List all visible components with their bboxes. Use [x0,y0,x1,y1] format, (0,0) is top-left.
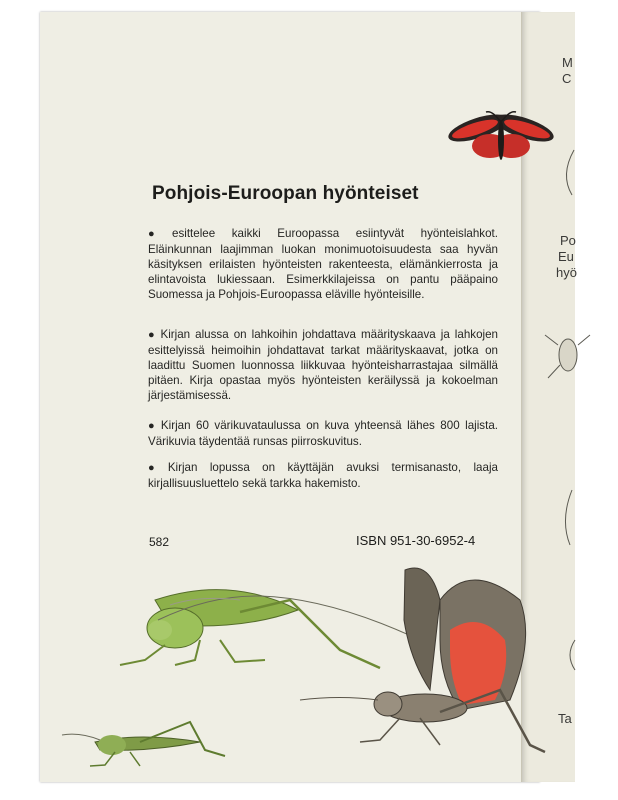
spine-title-line-3: hyö [556,265,577,280]
spine-author-initial-1: M [562,55,573,70]
spine-publisher: Ta [558,711,572,726]
green-bush-cricket-illustration [120,590,420,668]
bullet-icon: ● [148,462,164,474]
paragraph-text: esittelee kaikki Euroopassa esiintyvät hyönteislahkot. Eläinkunnan laajimman luokan monimuotoisuudesta saa hyvän käsityksen erilaisten hyönteisten rakenteesta, elämänkierrosta ja elintavoista lukiessaan. Esimerkkilajeissa on pantu pääpaino Suomessa ja Pohjois-Euroopassa eläville hyönteisille. [148,227,498,301]
bullet-icon: ● [148,420,157,432]
spine-author-initial-2: C [562,71,572,86]
description-paragraph-1 [148,226,498,302]
isbn-number: ISBN 951-30-6952-4 [356,533,476,548]
spine-title-line-2: Eu [558,249,574,264]
description-paragraph-3 [148,418,498,449]
paragraph-text: Kirjan alussa on lahkoihin johdattava määrityskaava ja lahkojen esittelyissä heimoihin johdattavat tarkat määrityskaavat, jotka on laadittu Suomen luonnossa liikkuvaa hyönteisharrastajaa silmällä pitäen. Kirja opastaa myös hyönteisten keräilyssä ja kokoelman järjestämisessä. [148,328,498,402]
spine-insect-sketches [545,150,590,670]
bullet-icon: ● [148,228,168,240]
paragraph-text: Kirjan lopussa on käyttäjän avuksi termisanasto, laaja kirjallisuusluettelo sekä tarkka hakemisto. [148,461,498,490]
description-paragraph-4 [148,460,498,491]
book-title: Pohjois-Euroopan hyönteiset [152,183,419,204]
classification-number: 582 [149,535,170,549]
burnet-moth-illustration [445,109,556,160]
paragraph-text: Kirjan 60 värikuvataulussa on kuva yhteensä lähes 800 lajista. Värikuvia täydentää runsas piirroskuvitus. [148,419,498,448]
spine-title-line-1: Po [560,233,576,248]
bullet-icon: ● [148,329,157,341]
small-grasshopper-illustration [62,722,225,766]
red-winged-grasshopper-illustration [300,568,545,752]
description-paragraph-2 [148,327,498,403]
